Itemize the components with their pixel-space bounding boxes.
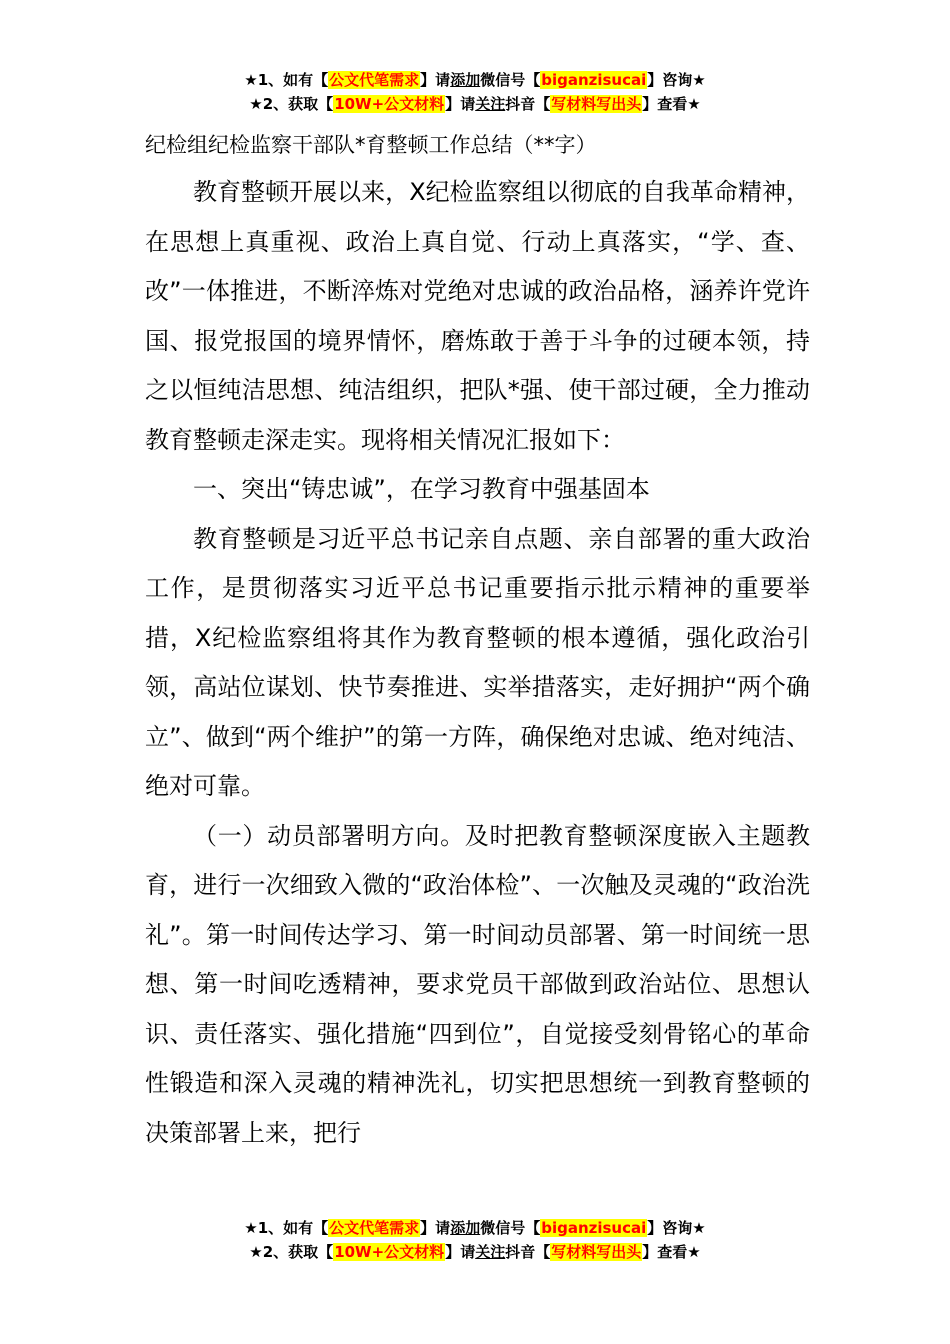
promo-highlight: 公文代笔需求 <box>329 1219 420 1237</box>
promo-banner-top <box>0 68 950 116</box>
promo-text: 】查看★ <box>642 1243 701 1261</box>
promo-text: 】咨询★ <box>647 71 706 89</box>
promo-highlight: 公文代笔需求 <box>329 71 420 89</box>
promo-text: 微信号【 <box>480 1219 541 1237</box>
promo-underlined-text: 添加 <box>450 71 481 89</box>
promo-text: 抖音【 <box>505 1243 551 1261</box>
promo-highlight: 10W+公文材料 <box>334 1243 445 1261</box>
intro-paragraph: 教育整顿开展以来，X纪检监察组以彻底的自我革命精神，在思想上真重视、政治上真自觉、行动上真落实，“学、查、改”一体推进，不断淬炼对党绝对忠诚的政治品格，涵养许党许国、报党报国的境界情怀，磨炼敢于善于斗争的过硬本领，持之以恒纯洁思想、纯洁组织，把队*强、使干部过硬，全力推动教育整顿走深走实。现将相关情况汇报如下： <box>145 178 810 454</box>
promo-text: ★2、获取【 <box>249 1243 334 1261</box>
section-paragraph: 教育整顿是习近平总书记亲自点题、亲自部署的重大政治工作，是贯彻落实习近平总书记重要指示批示精神的重要举措，X纪检监察组将其作为教育整顿的根本遵循，强化政治引领，高站位谋划、快节奏推进、实举措落实，走好拥护“两个确立”、做到“两个维护”的第一方阵，确保绝对忠诚、绝对纯洁、绝对可靠。 <box>145 524 810 800</box>
promo-underlined-text: 添加 <box>450 1219 481 1237</box>
promo-highlight: 10W+公文材料 <box>334 95 445 113</box>
promo-line-1 <box>0 1216 950 1240</box>
promo-text: 抖音【 <box>505 95 551 113</box>
promo-douyin-id: 写材料写出头 <box>551 95 642 113</box>
promo-underlined-text: 关注 <box>475 95 506 113</box>
promo-banner-bottom <box>0 1216 950 1264</box>
promo-wechat-id: biganzisucai <box>541 71 647 89</box>
section-paragraph: （一）动员部署明方向。及时把教育整顿深度嵌入主题教育，进行一次细致入微的“政治体检”、一次触及灵魂的“政治洗礼”。第一时间传达学习、第一时间动员部署、第一时间统一思想、第一时间吃透精神，要求党员干部做到政治站位、思想认识、责任落实、强化措施“四到位”，自觉接受刻骨铭心的革命性锻造和深入灵魂的精神洗礼，切实把思想统一到教育整顿的决策部署上来，把行 <box>145 821 810 1147</box>
promo-text: 】查看★ <box>642 95 701 113</box>
promo-line-2 <box>0 1240 950 1264</box>
promo-text: ★2、获取【 <box>249 95 334 113</box>
promo-text: 】请 <box>445 1243 476 1261</box>
promo-douyin-id: 写材料写出头 <box>551 1243 642 1261</box>
promo-text: 】请 <box>420 1219 451 1237</box>
promo-line-2 <box>0 92 950 116</box>
promo-underlined-text: 关注 <box>475 1243 506 1261</box>
section-heading: 一、突出“铸忠诚”，在学习教育中强基固本 <box>193 475 650 503</box>
promo-text: ★1、如有【 <box>244 1219 329 1237</box>
promo-text: 】请 <box>420 71 451 89</box>
promo-text: ★1、如有【 <box>244 71 329 89</box>
document-body <box>145 122 810 1158</box>
promo-text: 】咨询★ <box>647 1219 706 1237</box>
promo-text: 微信号【 <box>480 71 541 89</box>
promo-wechat-id: biganzisucai <box>541 1219 647 1237</box>
document-title: 纪检组纪检监察干部队*育整顿工作总结（**字） <box>145 133 597 157</box>
promo-line-1 <box>0 68 950 92</box>
promo-text: 】请 <box>445 95 476 113</box>
